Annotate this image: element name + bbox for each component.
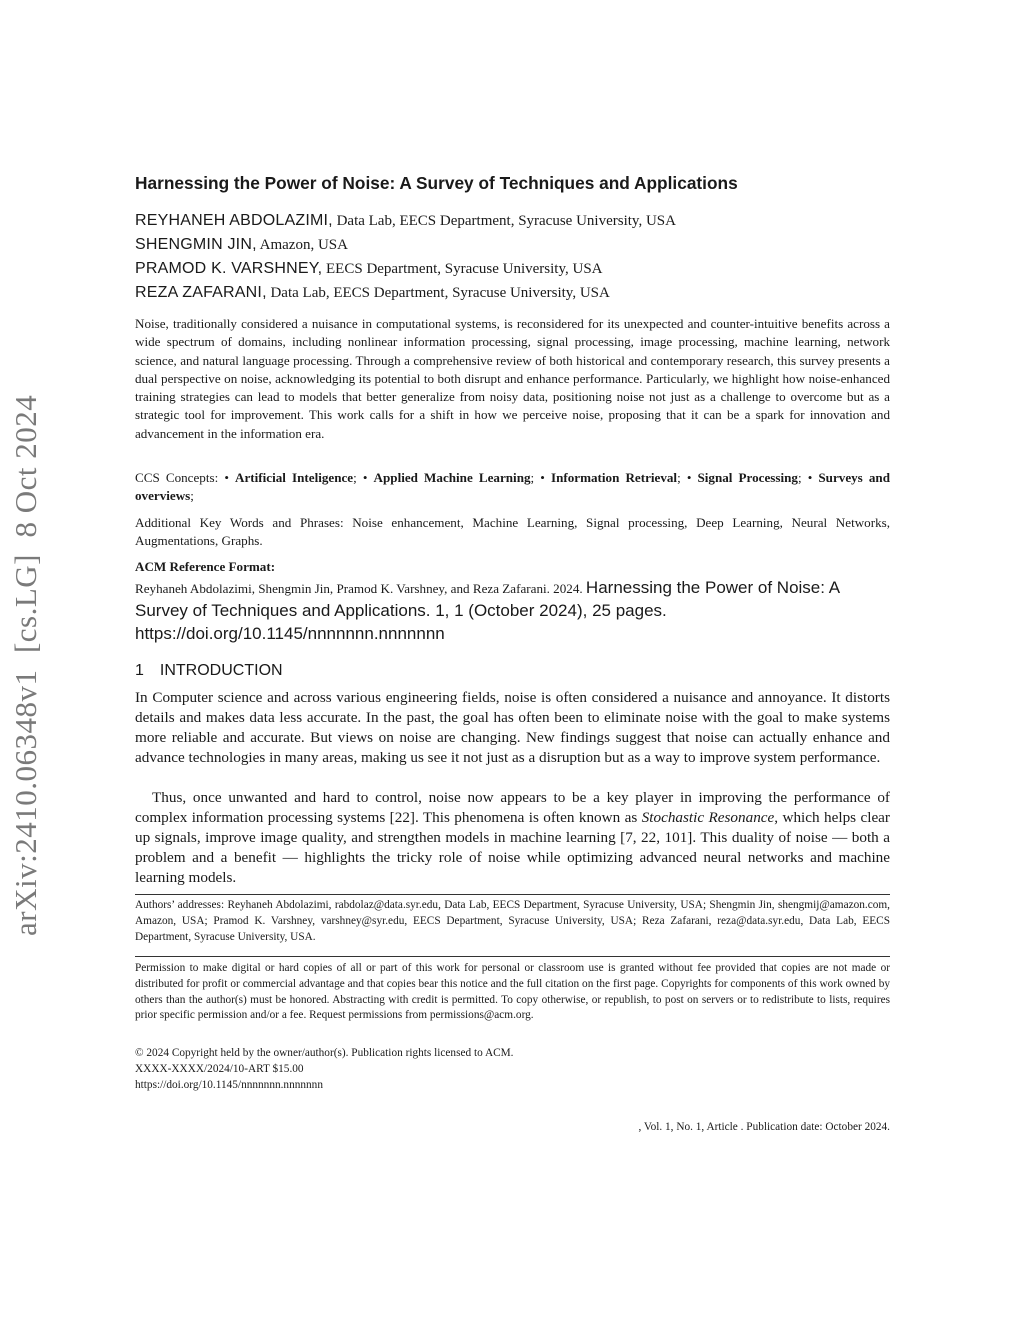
citation-details: Harnessing the Power of Noise: A Survey of Techniques and Applications. 1, 1 (October 2024), 25 pages. https://doi.org/10.1145/nnnnnnn.nnnnnnn [135,578,840,643]
bullet: • [362,470,374,485]
ccs-item: Applied Machine Learning [373,470,531,485]
ccs-concepts [135,469,890,506]
arxiv-identifier-stamp: arXiv:2410.06348v1 [cs.LG] 8 Oct 2024 [8,394,43,936]
separator: ; [530,470,541,485]
ccs-item: Surveys and overviews [135,470,890,504]
keywords: Additional Key Words and Phrases: Noise enhancement, Machine Learning, Signal processing, Deep Learning, Neural Networks, Augmentations, Graphs. [135,515,890,549]
author-line [135,235,890,255]
author-line [135,283,890,303]
issn-line: XXXX-XXXX/2024/10-ART $15.00 [135,1063,304,1075]
bullet: • [807,470,819,485]
ccs-item: Information Retrieval [550,470,678,485]
separator: ; [677,470,687,485]
permission-notice: Permission to make digital or hard copies of all or part of this work for personal or classroom use is granted without fee provided that copies are not made or distributed for profit or commercial advantage and that copies bear this notice and the full citation on the first page. Copyrights for components of this work owned by others than the author(s) must be honored. Abstracting with credit is permitted. To copy otherwise, or republish, to post on servers or to redistribute to lists, requires prior specific permission and/or a fee. Request permissions from permissions@acm.org. [135,962,890,1022]
paragraph-text: Thus, once unwanted and hard to control, noise now appears to be a key player in improving the performance of complex information processing systems [22]. This phenomena is often known as [135,789,890,826]
copyright-line: © 2024 Copyright held by the owner/author(s). Publication rights licensed to ACM. [135,1047,514,1059]
author-affiliation: Amazon, USA [256,237,348,253]
author-line [135,259,890,279]
citation-authors: Reyhaneh Abdolazimi, Shengmin Jin, Pramod K. Varshney, and Reza Zafarani. 2024. [135,581,586,596]
acm-reference-citation [135,577,890,646]
author-name: REYHANEH ABDOLAZIMI, [135,212,333,229]
author-name: SHENGMIN JIN, [135,236,257,253]
emphasized-term: Stochastic Resonance [641,809,775,826]
footnote-divider [135,956,890,957]
ccs-item: Artificial Inteligence [235,470,354,485]
section-title: INTRODUCTION [159,662,283,679]
author-affiliation: Data Lab, EECS Department, Syracuse University, USA [266,285,610,301]
authors-addresses: Authors’ addresses: Reyhaneh Abdolazimi, rabdolaz@data.syr.edu, Data Lab, EECS Department, Syracuse University, USA; Shengmin Jin, shengmij@amazon.com, Amazon, USA; Pramod K. Varshney, varshney@syr.edu, EECS Department, Syracuse University, USA; Reza Zafarani, reza@data.syr.edu, Data Lab, EECS Department, Syracuse University, USA. [135,899,890,943]
abstract: Noise, traditionally considered a nuisance in computational systems, is reconsidered for its unexpected and counter-intuitive benefits across a wide spectrum of domains, including nonlinear information processing, signal processing, image processing, machine learning, network science, and natural language processing. Through a comprehensive review of both historical and contemporary research, this survey presents a dual perspective on noise, acknowledging its potential to both disrupt and enhance performance. Particularly, we highlight how noise-enhanced training strategies can lead to models that better generalize from noisy data, positioning noise not just as a challenge to overcome but as a strategic tool for improvement. This work calls for a shift in how we perceive noise, proposing that it can be a spark for innovation and advancement in the information era. [135,316,890,441]
bullet: • [224,470,236,485]
separator: ; [353,470,363,485]
author-affiliation: Data Lab, EECS Department, Syracuse University, USA [332,213,676,229]
doi-link-text[interactable]: https://doi.org/10.1145/nnnnnnn.nnnnnnn [135,1079,323,1091]
section-number: 1 [135,662,144,679]
bullet: • [540,470,551,485]
bullet: • [686,470,698,485]
doi-link[interactable] [135,1078,323,1093]
author-name: PRAMOD K. VARSHNEY, [135,260,323,277]
author-affiliation: EECS Department, Syracuse University, USA [322,261,603,277]
intro-paragraph-1: In Computer science and across various engineering fields, noise is often considered a nuisance and annoyance. It distorts details and makes data less accurate. In the past, the goal has often been to eliminate noise with the goal to make systems more reliable and accurate. But views on noise are changing. New findings suggest that noise can actually enhance and advance technologies in many areas, making us see it not just as a disruption but as a way to improve system performance. [135,689,890,766]
intro-paragraph-2 [135,788,890,888]
separator: ; [797,470,808,485]
ccs-item: Signal Processing [697,470,798,485]
ccs-label: CCS Concepts: [135,470,225,485]
paragraph-text: , which helps clear up signals, improve image quality, and strengthen models in machine learning [7, 22, 101]. This duality of noise — both a problem and a benefit — highlights the tricky role of noise while optimizing advanced neural networks and machine learning models. [135,809,890,886]
paper-title: Harnessing the Power of Noise: A Survey of Techniques and Applications [135,173,738,193]
author-line [135,211,890,231]
author-name: REZA ZAFARANI, [135,284,267,301]
publication-date-footer: , Vol. 1, No. 1, Article . Publication date: October 2024. [638,1121,890,1133]
section-heading [135,662,283,680]
acm-reference-heading: ACM Reference Format: [135,559,276,574]
footnote-divider [135,894,890,895]
separator: ; [190,488,194,504]
